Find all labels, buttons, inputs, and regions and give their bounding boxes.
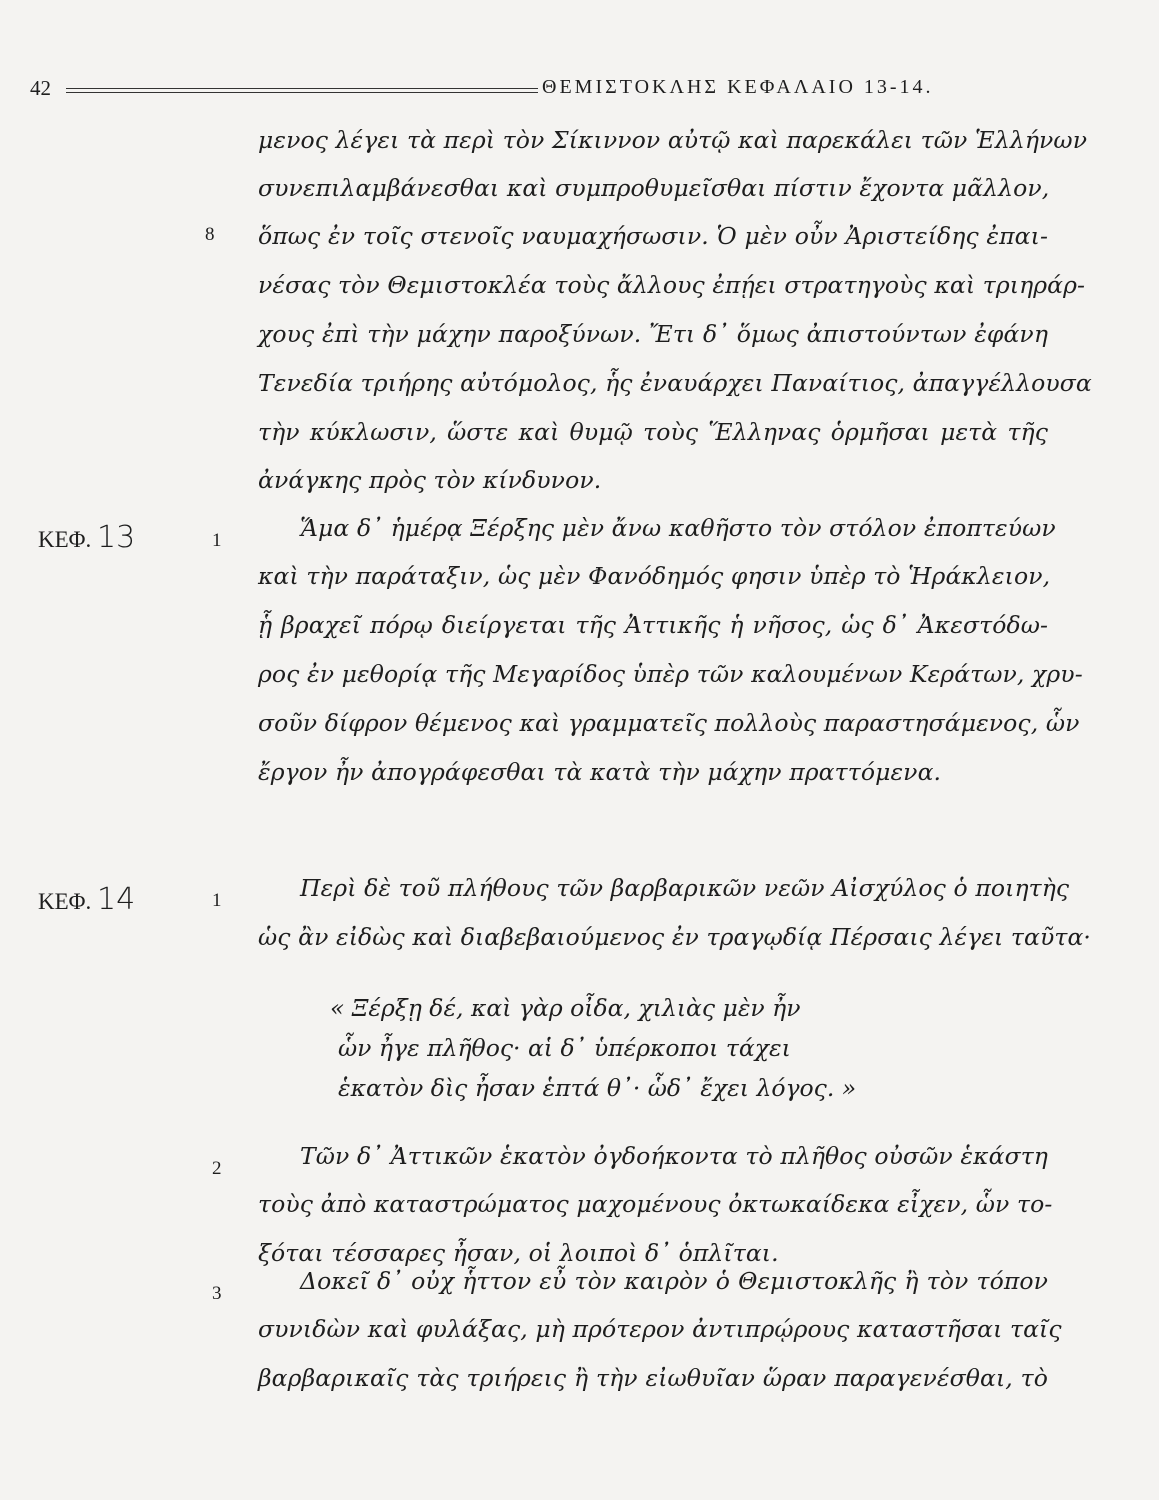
chapter-label bbox=[38, 520, 135, 555]
header-rule bbox=[66, 88, 538, 89]
header-rule bbox=[66, 92, 538, 93]
text-line: Ἅμα δ᾽ ἡμέρᾳ Ξέρξης μὲν ἄνω καθῆστο τὸν στόλον ἐποπτεύων bbox=[300, 514, 1056, 542]
chapter-label bbox=[38, 882, 135, 917]
text-line: σοῦν δίφρον θέμενος καὶ γραμματεῖς πολλοὺς παραστησάμενος, ὧν bbox=[258, 709, 1080, 737]
text-line: τὴν κύκλωσιν, ὥστε καὶ θυμῷ τοὺς Ἕλληνας ὁρμῆσαι μετὰ τῆς bbox=[258, 418, 1048, 446]
text-line: τοὺς ἀπὸ καταστρώματος μαχομένους ὀκτωκαίδεκα εἶχεν, ὧν το- bbox=[258, 1190, 1053, 1218]
chapter-prefix: ΚΕΦ. bbox=[38, 527, 92, 552]
chapter-number: 13 bbox=[96, 520, 136, 555]
verse-line: ὧν ἦγε πλῆθος· αἱ δ᾽ ὑπέρκοποι τάχει bbox=[338, 1034, 791, 1062]
section-number: 1 bbox=[212, 890, 222, 911]
section-number: 3 bbox=[212, 1283, 222, 1304]
text-line: ξόται τέσσαρες ἦσαν, οἱ λοιποὶ δ᾽ ὁπλῖται. bbox=[258, 1239, 779, 1267]
text-line: Τῶν δ᾽ Ἀττικῶν ἑκατὸν ὀγδοήκοντα τὸ πλῆθος οὐσῶν ἑκάστη bbox=[300, 1142, 1048, 1170]
text-line: Περὶ δὲ τοῦ πλήθους τῶν βαρβαρικῶν νεῶν Αἰσχύλος ὁ ποιητὴς bbox=[300, 874, 1070, 902]
text-line: ρος ἐν μεθορίᾳ τῆς Μεγαρίδος ὑπὲρ τῶν καλουμένων Κεράτων, χρυ- bbox=[258, 660, 1083, 688]
verse-line: « Ξέρξῃ δέ, καὶ γὰρ οἶδα, χιλιὰς μὲν ἦν bbox=[330, 994, 801, 1022]
text-line: ἀνάγκης πρὸς τὸν κίνδυνον. bbox=[258, 466, 602, 494]
text-line: μενος λέγει τὰ περὶ τὸν Σίκιννον αὐτῷ καὶ παρεκάλει τῶν Ἑλλήνων bbox=[258, 126, 1088, 154]
chapter-prefix: ΚΕΦ. bbox=[38, 889, 92, 914]
text-line: Δοκεῖ δ᾽ οὐχ ἧττον εὖ τὸν καιρὸν ὁ Θεμιστοκλῆς ἢ τὸν τόπον bbox=[300, 1267, 1048, 1295]
text-line: ὅπως ἐν τοῖς στενοῖς ναυμαχήσωσιν. Ὁ μὲν οὖν Ἀριστείδης ἐπαι- bbox=[258, 222, 1048, 250]
text-line: ὡς ἂν εἰδὼς καὶ διαβεβαιούμενος ἐν τραγῳδίᾳ Πέρσαις λέγει ταῦτα· bbox=[258, 923, 1092, 951]
page-number: 42 bbox=[30, 76, 51, 100]
text-line: συνεπιλαμβάνεσθαι καὶ συμπροθυμεῖσθαι πίστιν ἔχοντα μᾶλλον, bbox=[258, 174, 1050, 202]
text-line: συνιδὼν καὶ φυλάξας, μὴ πρότερον ἀντιπρῴρους καταστῆσαι ταῖς bbox=[258, 1315, 1062, 1343]
text-line: χους ἐπὶ τὴν μάχην παροξύνων. Ἔτι δ᾽ ὅμως ἀπιστούντων ἐφάνη bbox=[258, 320, 1048, 348]
section-number: 1 bbox=[212, 530, 222, 551]
chapter-number: 14 bbox=[96, 882, 136, 917]
text-line: νέσας τὸν Θεμιστοκλέα τοὺς ἄλλους ἐπῄει στρατηγοὺς καὶ τριηράρ- bbox=[258, 271, 1086, 299]
running-head: ΘΕΜΙΣΤΟΚΛΗΣ ΚΕΦΑΛΑΙΟ 13-14. bbox=[542, 76, 934, 98]
text-line: ἔργον ἦν ἀπογράφεσθαι τὰ κατὰ τὴν μάχην πραττόμενα. bbox=[258, 758, 942, 786]
text-line: Τενεδία τριήρης αὐτόμολος, ἧς ἐναυάρχει Παναίτιος, ἀπαγγέλλουσα bbox=[258, 369, 1092, 397]
text-line: ᾗ βραχεῖ πόρῳ διείργεται τῆς Ἀττικῆς ἡ νῆσος, ὡς δ᾽ Ἀκεστόδω- bbox=[258, 611, 1048, 639]
text-line: βαρβαρικαῖς τὰς τριήρεις ἢ τὴν εἰωθυῖαν ὥραν παραγενέσθαι, τὸ bbox=[258, 1364, 1048, 1392]
text-line: καὶ τὴν παράταξιν, ὡς μὲν Φανόδημός φησιν ὑπὲρ τὸ Ἡράκλειον, bbox=[258, 562, 1051, 590]
verse-line: ἑκατὸν δὶς ἦσαν ἑπτά θ᾽· ὧδ᾽ ἔχει λόγος. » bbox=[338, 1074, 857, 1102]
section-number: 8 bbox=[205, 224, 215, 245]
section-number: 2 bbox=[212, 1158, 222, 1179]
page-header bbox=[30, 76, 1050, 106]
